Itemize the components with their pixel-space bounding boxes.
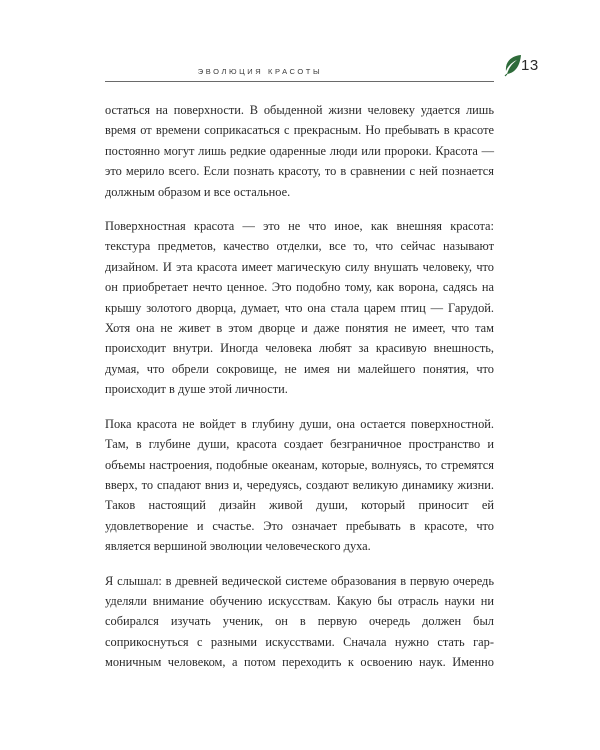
running-header-title: ЭВОЛЮЦИЯ КРАСОТЫ [197,67,323,76]
body-text [105,100,494,687]
header-rule [105,81,494,82]
paragraph-4: Я слышал: в древней ведической системе образования в первую очередь уделяли внимание обучению искусствам. Какую бы отрасль науки ни собирался изучать ученик, он в первую очередь должен был соприкоснуться с разными искусствами. Сначала нужно стать гармоничным человеком, а потом переходить к освоению наук. Именно [105,573,494,670]
paragraph-2: Поверхностная красота — это не что иное, как внешняя красота: текстура предметов, качество отделки, все то, что сейчас называют дизайном. И эта красота имеет магическую силу внушать человеку, что он приобретает нечто ценное. Это подобно тому, как ворона, садясь на крышу золотого дворца, думает, что она стала царем птиц — Гарудой. Хотя она не живет в этом дворце и даже понятия не имеет, что там происходит внутри. Иногда человека любят за красивую внешность, думая, что обрели сокровище, не имея ни малейшего понятия, что происходит в душе этой личности. [105,219,494,397]
paragraph-3: Пока красота не войдет в глубину души, она остается поверхностной. Там, в глубине души, красота создает безграничное пространство и объемы настроения, подобные океанам, которые, волнуясь, то стремятся вверх, то спадают вниз и, чередуясь, создают великую динамику жизни. Таков настоящий дизайн живой души, который приносит ей удовлетворение и счастье. Это означает пребывать в красоте, что является вершиной эволюции человеческого духа. [105,416,494,554]
paragraph-1: остаться на поверхности. В обыденной жизни человеку удается лишь время от времени соприкасаться с прекрасным. Но пребывать в красоте постоянно могут лишь редкие одаренные люди или пророки. Красота — это мерило всего. Если познать красоту, то в сравнении с ней познается должным образом и все остальное. [105,103,494,199]
page-number: 13 [521,57,539,74]
